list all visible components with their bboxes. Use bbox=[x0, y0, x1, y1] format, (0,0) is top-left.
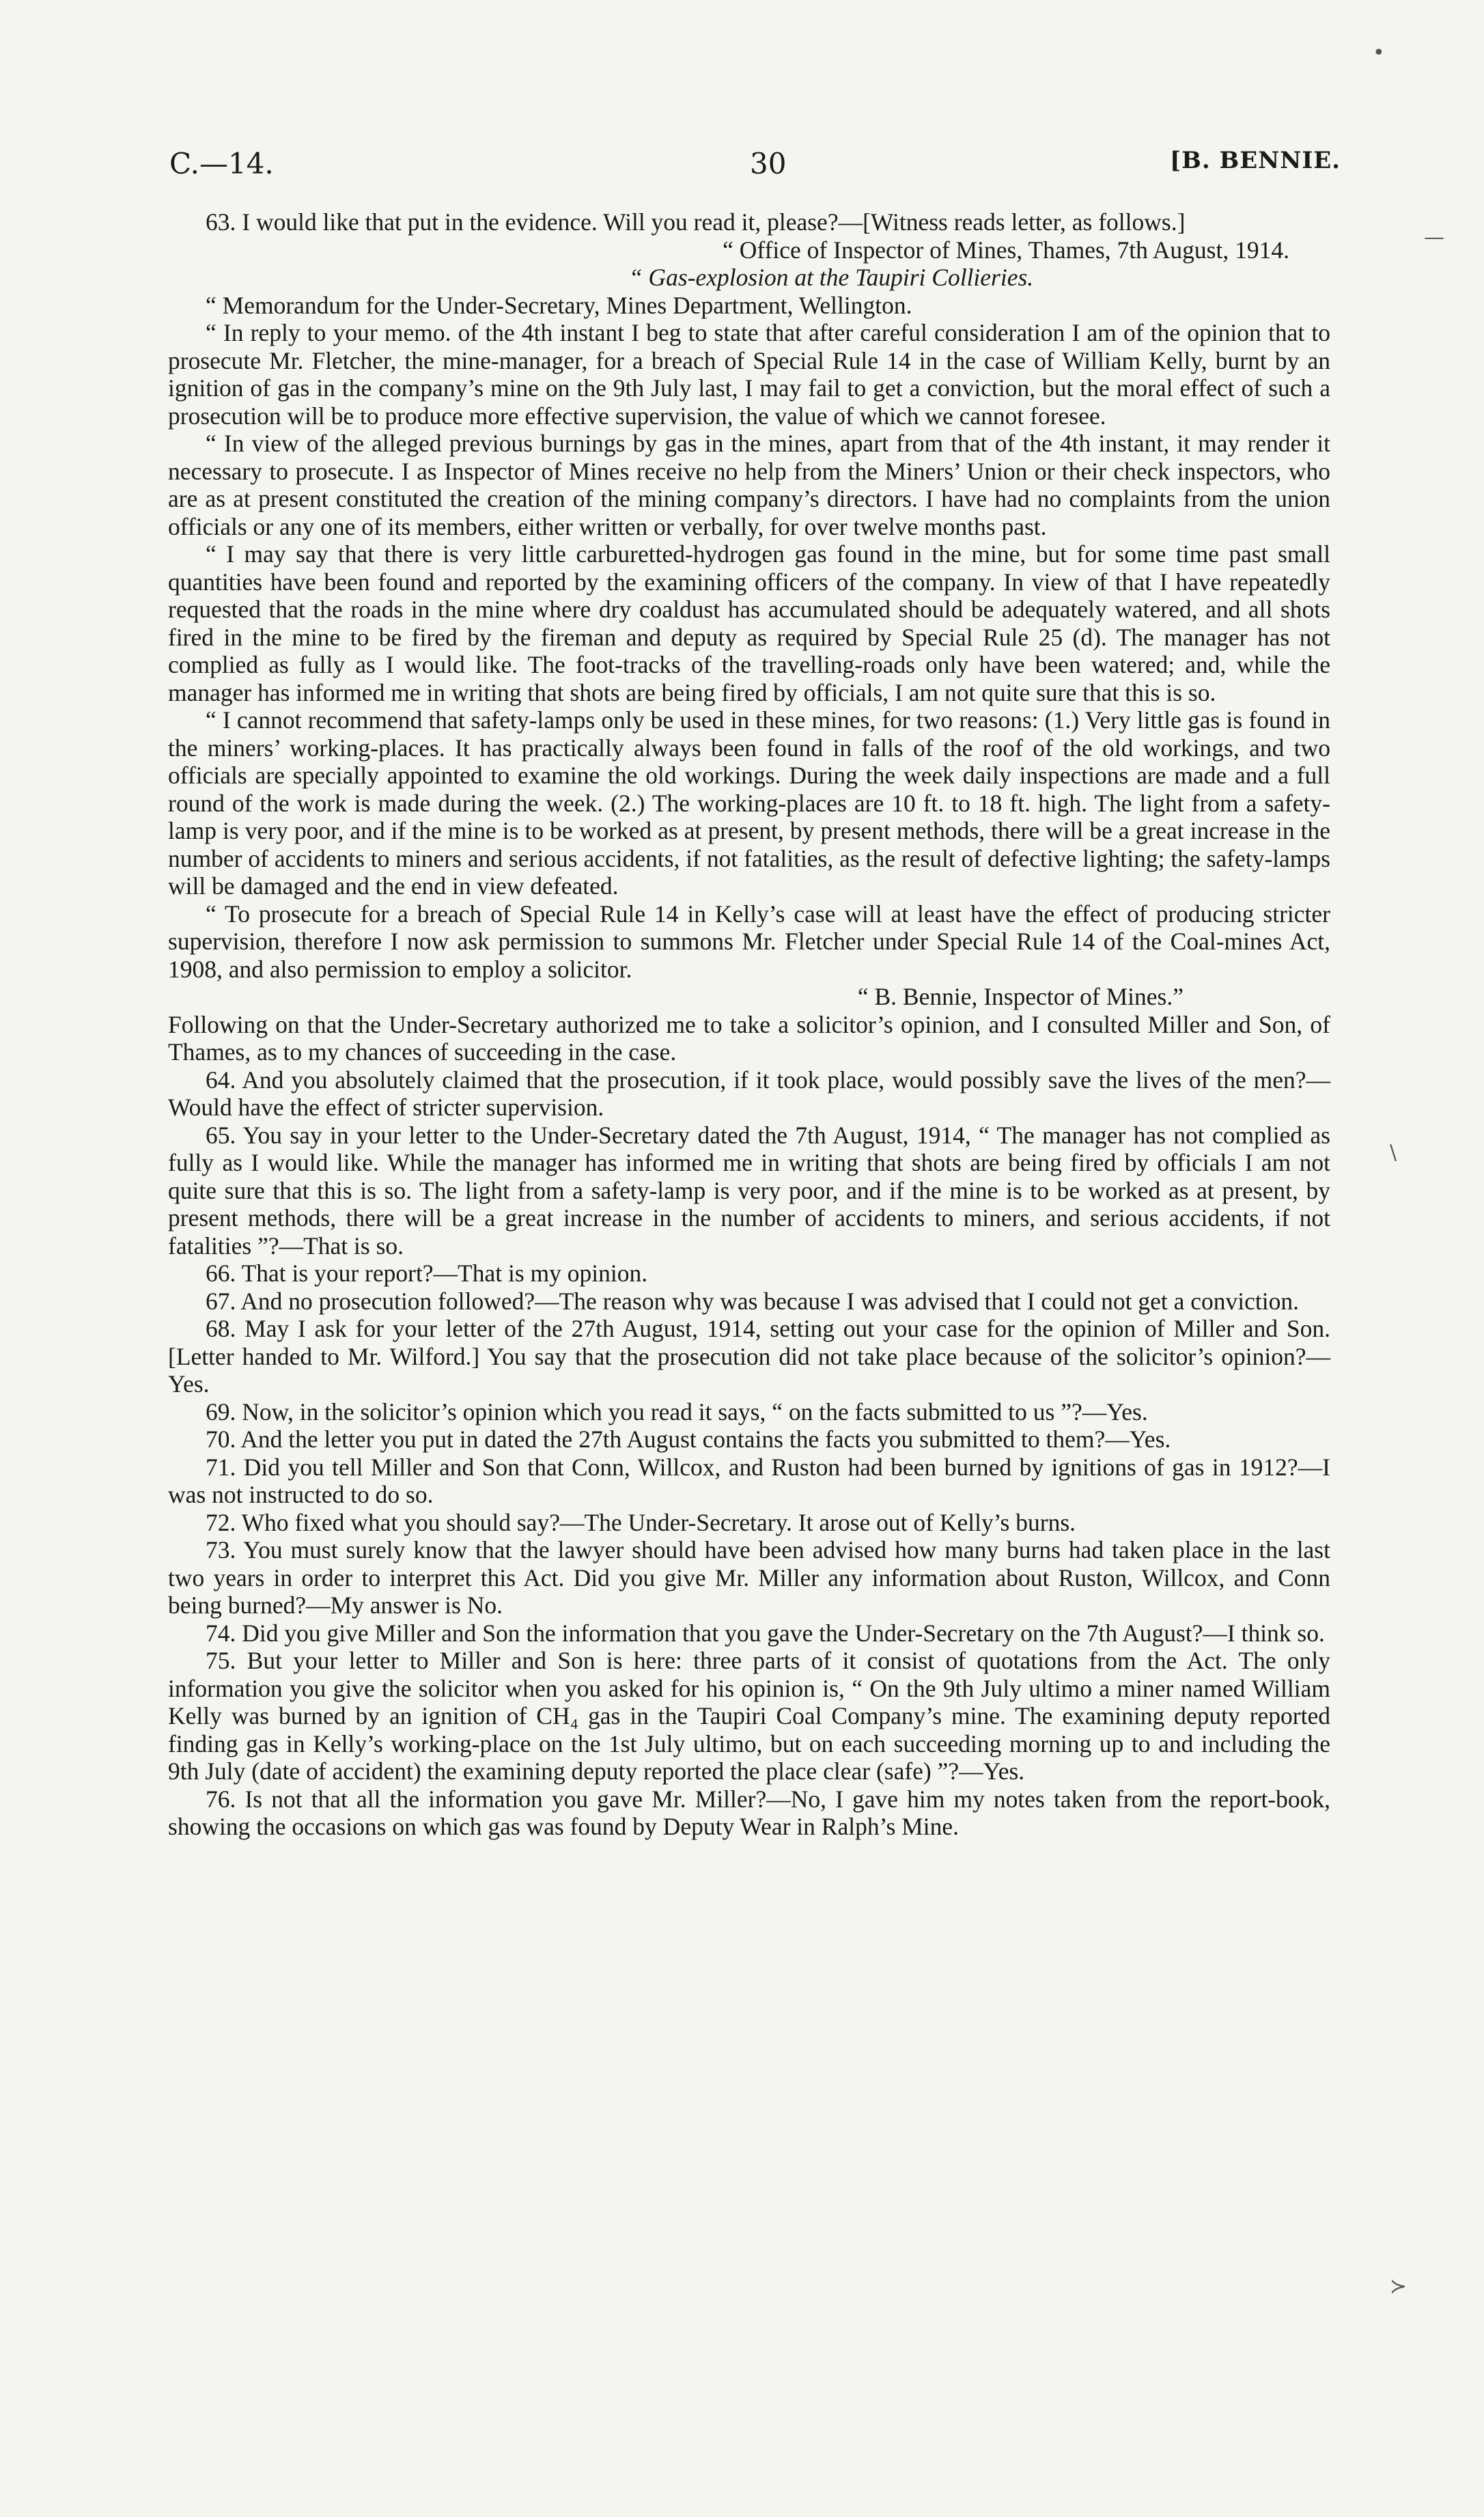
question-72: 72. Who fixed what you should say?—The Under-Secretary. It arose out of Kelly’s burns. bbox=[206, 1508, 1076, 1536]
page-body bbox=[168, 208, 1330, 1841]
question-71: 71. Did you tell Miller and Son that Conn, Willcox, and Ruston had been burned by ignitions of gas in 1912?—I was not instructed to do so. bbox=[168, 1453, 1330, 1508]
witness-name: [B. BENNIE. bbox=[1170, 147, 1341, 174]
letter-signature: “ B. Bennie, Inspector of Mines.” bbox=[857, 983, 1184, 1010]
letter-paragraph: “ I cannot recommend that safety-lamps only be used in these mines, for two reasons: (1.) Very little gas is found in the miners’ working-places. It has practically always been found in falls of the roof of the old workings, and two officials are specially appointed to examine the old workings. During the week daily inspections are made and a full round of the work is made during the week. (2.) The working-places are 10 ft. to 18 ft. high. The light from a safety-lamp is very poor, and if the mine is to be worked as at present, by present methods, there will be a great increase in the number of accidents to miners and serious accidents, if not fatalities, as the result of defective lighting; the safety-lamps will be damaged and the end in view defeated. bbox=[168, 706, 1330, 900]
letter-address: “ Office of Inspector of Mines, Thames, 7th August, 1914. bbox=[723, 236, 1289, 264]
letter-paragraph: “ To prosecute for a breach of Special Rule 14 in Kelly’s case will at least have the effect of producing stricter supervision, therefore I now ask permission to summons Mr. Fletcher under Special Rule 14 of the Coal-mines Act, 1908, and also permission to employ a solicitor. bbox=[168, 900, 1330, 983]
question-75: 75. But your letter to Miller and Son is here: three parts of it consist of quotations from the Act. The only information you give the solicitor when you asked for his opinion is, “ On the 9th July ultimo a miner named William Kelly was burned by an ignition of CH₄ gas in the Taupiri Coal Company’s mine. The examining deputy reported finding gas in Kelly’s working-place on the 1st July ultimo, but on each succeeding morning up to and including the 9th July (date of accident) the examining deputy reported the place clear (safe) ”?—Yes. bbox=[168, 1647, 1330, 1785]
question-64: 64. And you absolutely claimed that the prosecution, if it took place, would possibly save the lives of the men?—Would have the effect of stricter supervision. bbox=[168, 1066, 1330, 1121]
letter-paragraph: “ I may say that there is very little carburetted-hydrogen gas found in the mine, but for some time past small quantities have been found and reported by the examining officers of the company. In view of that I have repeatedly requested that the roads in the mine where dry coaldust has accumulated should be adequately watered, and all shots fired in the mine to be fired by the fireman and deputy as required by Special Rule 25 (d). The manager has not complied as fully as I would like. The foot-tracks of the travelling-roads only have been watered; and, while the manager has informed me in writing that shots are being fired by officials, I am not quite sure that this is so. bbox=[168, 540, 1330, 706]
question-73: 73. You must surely know that the lawyer should have been advised how many burns had taken place in the last two years in order to interpret this Act. Did you give Mr. Miller any information about Ruston, Willcox, and Conn being burned?—My answer is No. bbox=[168, 1536, 1330, 1619]
scan-dot-mark: • bbox=[1373, 41, 1385, 65]
letter-paragraph: “ In reply to your memo. of the 4th instant I beg to state that after careful consideration I am of the opinion that to prosecute Mr. Fletcher, the mine-manager, for a breach of Special Rule 14 in the case of William Kelly, burnt by an ignition of gas in the company’s mine on the 9th July last, I may fail to get a conviction, but the moral effect of such a prosecution will be to produce more effective supervision, the value of which we cannot foresee. bbox=[168, 319, 1330, 430]
question-76: 76. Is not that all the information you gave Mr. Miller?—No, I gave him my notes taken from the report-book, showing the occasions on which gas was found by Deputy Wear in Ralph’s Mine. bbox=[168, 1785, 1330, 1840]
question-65: 65. You say in your letter to the Under-Secretary dated the 7th August, 1914, “ The manager has not complied as fully as I would like. While the manager has informed me in writing that shots are being fired by officials I am not quite sure that this is so. The light from a safety-lamp is very poor, and if the mine is to be worked as at present, by present methods, there will be a great increase in the number of accidents to miners, and serious accidents, if not fatalities ”?—That is so. bbox=[168, 1121, 1330, 1260]
letter-paragraph: “ In view of the alleged previous burnings by gas in the mines, apart from that of the 4th instant, it may render it necessary to prosecute. I as Inspector of Mines receive no help from the Miners’ Union or their check inspectors, who are as at present constituted the creation of the mining company’s directors. I have had no complaints from the union officials or any one of its members, either written or verbally, for over twelve months past. bbox=[168, 430, 1330, 540]
question-68: 68. May I ask for your letter of the 27th August, 1914, setting out your case for the opinion of Miller and Son. [Letter handed to Mr. Wilford.] You say that the prosecution did not take place because of the solicitor’s opinion?—Yes. bbox=[168, 1315, 1330, 1397]
page-header bbox=[169, 147, 1341, 188]
letter-subject: “ Gas-explosion at the Taupiri Collieries. bbox=[628, 264, 1034, 291]
testimony-paragraph: Following on that the Under-Secretary authorized me to take a solicitor’s opinion, and I consulted Miller and Son, of Thames, as to my chances of succeeding in the case. bbox=[168, 1010, 1330, 1066]
question-69: 69. Now, in the solicitor’s opinion which you read it says, “ on the facts submitted to us ”?—Yes. bbox=[206, 1397, 1148, 1426]
question-70: 70. And the letter you put in dated the 27th August contains the facts you submitted to them?—Yes. bbox=[206, 1426, 1171, 1453]
question-63: 63. I would like that put in the evidence. Will you read it, please?—[Witness reads letter, as follows.] bbox=[206, 208, 1186, 236]
question-67: 67. And no prosecution followed?—The reason why was because I was advised that I could not get a conviction. bbox=[206, 1287, 1300, 1315]
question-74: 74. Did you give Miller and Son the information that you gave the Under-Secretary on the 7th August?—I think so. bbox=[206, 1619, 1325, 1647]
page-number: 30 bbox=[750, 147, 787, 180]
scan-arrow-mark: ≻ bbox=[1390, 2275, 1408, 2298]
memo-heading: “ Memorandum for the Under-Secretary, Mines Department, Wellington. bbox=[206, 291, 912, 319]
paper-reference: C.—14. bbox=[169, 147, 274, 180]
scan-tick-mark: \ bbox=[1390, 1141, 1397, 1165]
scan-dash-mark: — bbox=[1424, 225, 1444, 249]
question-66: 66. That is your report?—That is my opinion. bbox=[206, 1260, 648, 1287]
